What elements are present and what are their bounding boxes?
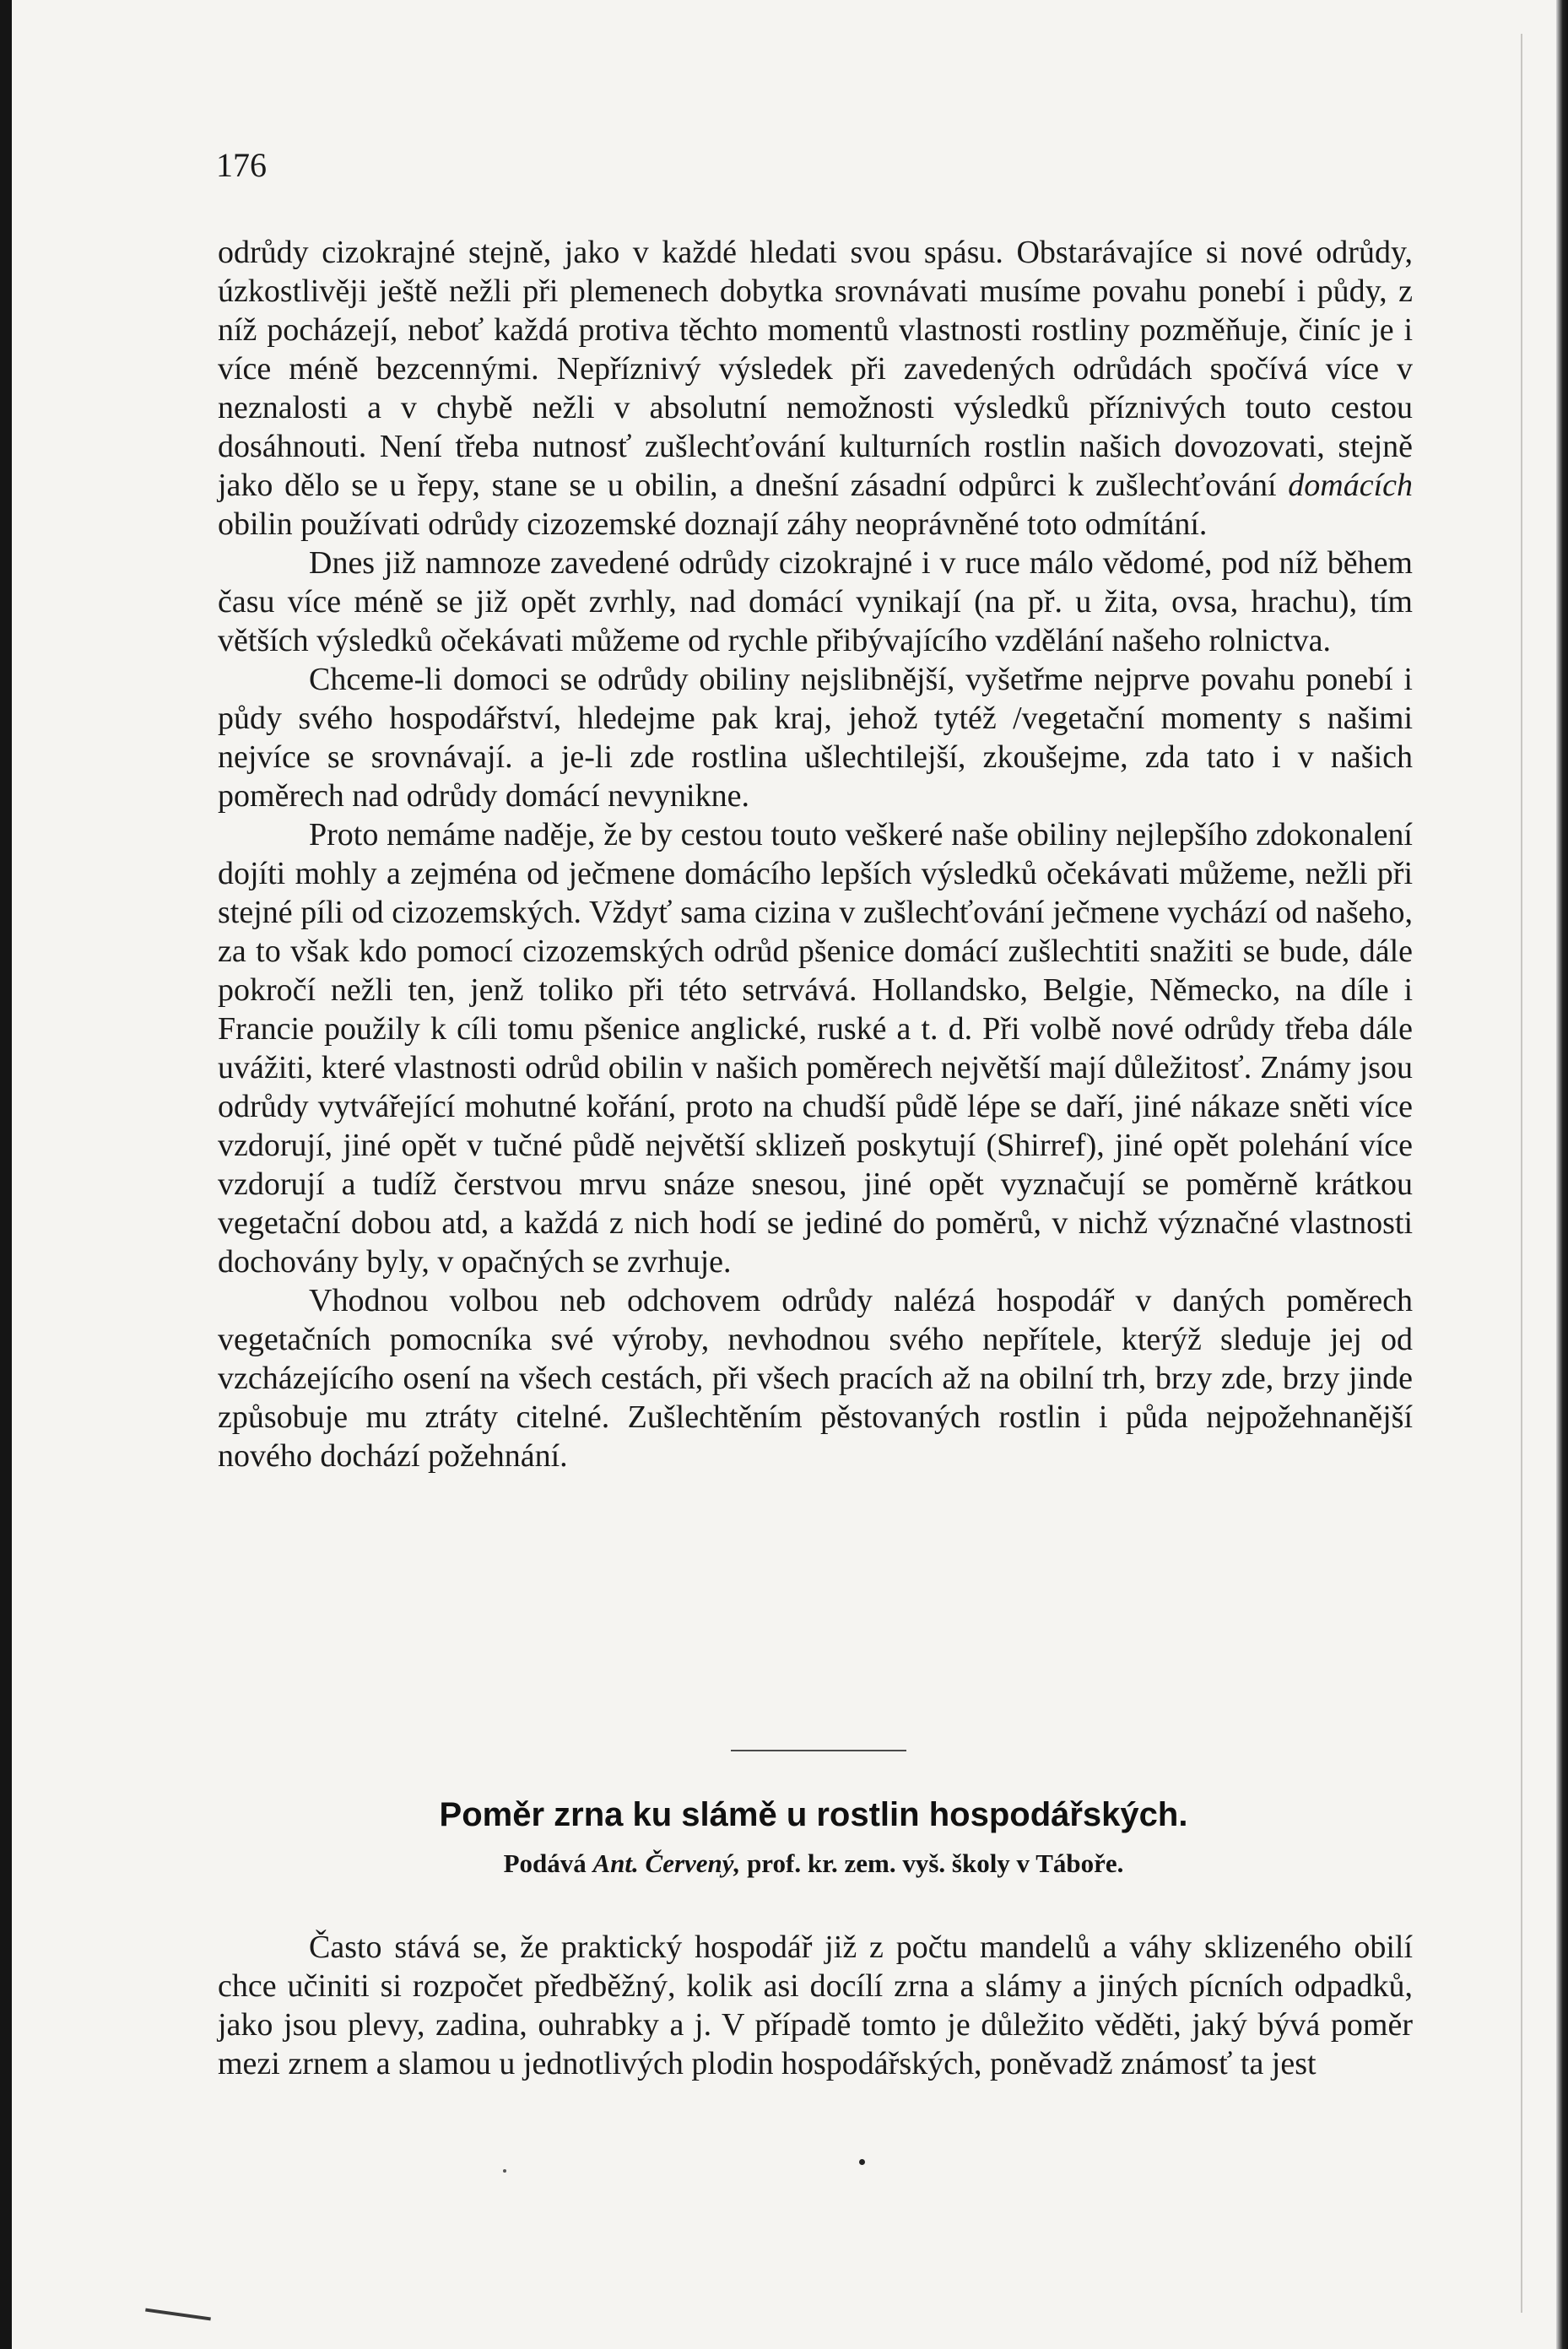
byline-affiliation: prof. kr. zem. vyš. školy v Táboře. <box>747 1848 1124 1878</box>
paragraph: Dnes již namnoze zavedené odrůdy cizokrajné i v ruce málo vědomé, pod níž během času více méně se již opět zvrhly, nad domácí vynikají (na př. u žita, ovsa, hrachu), tím větších výsledků očekávati můžeme od rychle přibývajícího vzdělání našeho rolnictva. <box>218 545 1413 658</box>
emphasis-domacich: domácích <box>1288 468 1414 503</box>
paragraph: Často stává se, že praktický hospodář již z počtu mandelů a váhy sklizeného obilí chce učiniti si rozpočet předběžný, kolik asi docílí zrna a slámy a jiných pícních odpadků, jako jsou plevy, zadina, ouhrabky a j. V případě tomto je důležito věděti, jaký bývá poměr mezi zrnem a slamou u jednotlivých plodin hospodářských, poněvadž známosť ta jest <box>218 1930 1413 2081</box>
byline-author: Ant. Červený, <box>592 1848 741 1878</box>
scan-left-edge <box>0 0 12 2349</box>
paragraph: Proto nemáme naděje, že by cestou touto veškeré naše obiliny nejlepšího zdokonalení dojíti mohly a zejména od ječmene domácího lepších výsledků očekávati můžeme, nežli při stejné píli od cizozemských. Vždyť sama cizina v zušlechťování ječmene vychází od našeho, za to však kdo pomocí cizozemských odrůd pšenice domácí zušlechtiti snažiti se bude, dále pokročí nežli ten, jenž toliko při této setrvává. Hollandsko, Belgie, Německo, na díle i Francie použily k cíli tomu pšenice anglické, ruské a t. d. Při volbě nové odrůdy třeba dále uvážiti, které vlastnosti odrůd obilin v našich poměrech největší mají důležitosť. Známy jsou odrůdy vytvářející mohutné kořání, proto na chudší půdě lépe se daří, jiné nákaze sněti více vzdorují, jiné opět v tučné půdě největší sklizeň poskytují (Shirref), jiné opět polehání více vzdorují a tudíž čerstvou mrvu snáze snesou, jiné opět vyznačují se poměrně krátkou vegetační dobou atd, a každá z nich hodí se jediné do poměrů, v nichž význačné vlastnosti dochovány byly, v opačných se zvrhuje. <box>218 817 1413 1280</box>
paragraph: Chceme-li domoci se odrůdy obiliny nejslibnější, vyšetřme nejprve povahu ponebí i půdy svého hospodářství, hledejme pak kraj, jehož tytéž /vegetační momenty s našimi nejvíce se srovnávají. a je-li zde rostlina ušlechtilejší, zkoušejme, zda tato i v našich poměrech nad odrůdy domácí nevynikne. <box>218 662 1413 814</box>
ink-speck <box>859 2159 865 2165</box>
paragraph: Vhodnou volbou neb odchovem odrůdy nalézá hospodář v daných poměrech vegetačních pomocníka své výroby, nevhodnou svého nepřítele, kterýž sleduje jej od vzcházejícího osení na všech cestách, při všech pracích až na obilní trh, brzy zde, brzy jinde způsobuje mu ztráty citelné. Zušlechtěním pěstovaných rostlin i půda nejpožehnanější nového dochází požehnání. <box>218 1283 1413 1474</box>
scan-right-edge <box>1556 0 1568 2349</box>
scan-smudge <box>145 2308 211 2321</box>
section-divider <box>731 1750 906 1751</box>
section-text <box>218 1928 1413 2083</box>
main-text <box>218 233 1413 1475</box>
book-page <box>12 0 1556 2349</box>
page-number: 176 <box>216 146 267 184</box>
paragraph-text: odrůdy cizokrajné stejně, jako v každé hledati svou spásu. Obstarávajíce si nové odrůdy, úzkostlivěji ještě nežli při plemenech dobytka srovnávati musíme povahu ponebí i půdy, z níž pocházejí, neboť každá protiva těchto momentů vlastnosti rostliny pozměňuje, činíc je i více méně bezcennými. Nepříznivý výsledek při zavedených odrůdách spočívá více v neznalosti a v chybě nežli v absolutní nemožnosti výsledků příznivých touto cestou dosáhnouti. Není třeba nutnosť zušlechťování kulturních rostlin našich dovozovati, stejně jako dělo se u řepy, stane se u obilin, a dnešní zásadní odpůrci k zušlechťování <box>218 235 1413 503</box>
ink-speck <box>503 2169 506 2173</box>
section-title: Poměr zrna ku slámě u rostlin hospodářských. <box>439 1796 1188 1833</box>
byline-prefix: Podává <box>503 1848 587 1878</box>
scan-artifact-line <box>1521 34 1522 2313</box>
byline <box>214 1847 1413 1881</box>
paragraph-text: obilin používati odrůdy cizozemské doznají záhy neoprávněné toto odmítání. <box>218 506 1208 542</box>
paragraph <box>218 233 1413 544</box>
